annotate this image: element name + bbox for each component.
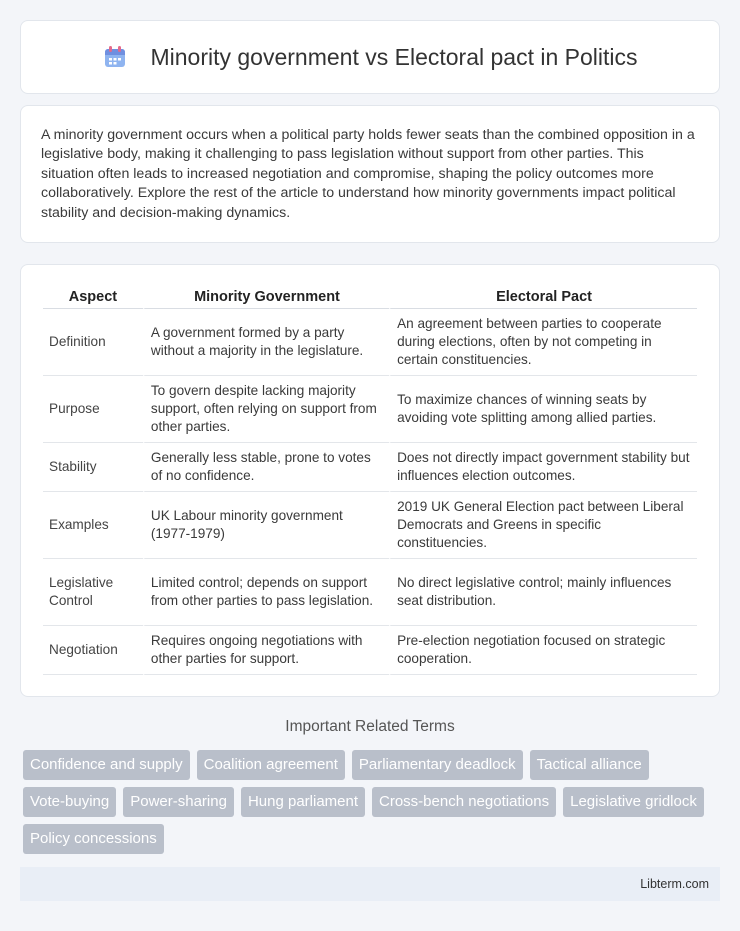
cell-aspect: Examples: [43, 492, 143, 559]
related-term-tag[interactable]: Cross-bench negotiations: [372, 787, 556, 817]
table-header-row: [43, 283, 697, 309]
header-electoral-pact: Electoral Pact: [389, 283, 697, 309]
comparison-table-card: [20, 264, 720, 697]
related-term-tag[interactable]: Policy concessions: [23, 824, 164, 854]
table-row: [43, 559, 697, 626]
related-terms-list: [23, 750, 713, 854]
related-term-tag[interactable]: Tactical alliance: [530, 750, 649, 780]
cell-aspect: Legislative Control: [43, 559, 143, 626]
cell-aspect: Stability: [43, 443, 143, 492]
related-term-tag[interactable]: Hung parliament: [241, 787, 365, 817]
cell-minority: Limited control; depends on support from other parties to pass legislation.: [143, 559, 389, 626]
related-term-tag[interactable]: Legislative gridlock: [563, 787, 704, 817]
cell-aspect: Negotiation: [43, 626, 143, 675]
page-title: Minority government vs Electoral pact in Politics: [150, 43, 638, 70]
calendar-icon: [102, 44, 128, 70]
intro-card: [20, 105, 720, 243]
related-term-tag[interactable]: Parliamentary deadlock: [352, 750, 523, 780]
cell-pact: Does not directly impact government stability but influences election outcomes.: [389, 443, 697, 492]
cell-minority: A government formed by a party without a majority in the legislature.: [143, 309, 389, 376]
intro-text: A minority government occurs when a political party holds fewer seats than the combined opposition in a legislative body, making it challenging to pass legislation without support from other parties. This situation often leads to increased negotiation and compromise, shaping the policy outcomes more collaboratively. Explore the rest of the article to understand how minority governments impact political stability and decision-making dynamics.: [41, 127, 695, 221]
cell-minority: Generally less stable, prone to votes of no confidence.: [143, 443, 389, 492]
cell-aspect: Purpose: [43, 376, 143, 443]
cell-pact: To maximize chances of winning seats by avoiding vote splitting among allied parties.: [389, 376, 697, 443]
related-term-tag[interactable]: Confidence and supply: [23, 750, 190, 780]
table-row: [43, 626, 697, 675]
related-term-tag[interactable]: Coalition agreement: [197, 750, 345, 780]
comparison-table: [43, 283, 697, 675]
related-term-tag[interactable]: Power-sharing: [123, 787, 234, 817]
cell-minority: Requires ongoing negotiations with other parties for support.: [143, 626, 389, 675]
cell-pact: An agreement between parties to cooperate during elections, often by not competing in certain constituencies.: [389, 309, 697, 376]
cell-pact: Pre-election negotiation focused on strategic cooperation.: [389, 626, 697, 675]
cell-aspect: Definition: [43, 309, 143, 376]
header-aspect: Aspect: [43, 283, 143, 309]
related-term-tag[interactable]: Vote-buying: [23, 787, 116, 817]
cell-minority: To govern despite lacking majority support, often relying on support from other parties.: [143, 376, 389, 443]
page-title-wrap: [102, 44, 637, 71]
cell-pact: 2019 UK General Election pact between Liberal Democrats and Greens in specific constituencies.: [389, 492, 697, 559]
footer-site-link[interactable]: Libterm.com: [640, 877, 709, 891]
header-minority-government: Minority Government: [143, 283, 389, 309]
table-row: [43, 309, 697, 376]
header-card: [20, 20, 720, 94]
related-terms-title: Important Related Terms: [285, 718, 455, 735]
cell-minority: UK Labour minority government (1977-1979): [143, 492, 389, 559]
table-row: [43, 443, 697, 492]
table-row: [43, 492, 697, 559]
table-row: [43, 376, 697, 443]
cell-pact: No direct legislative control; mainly influences seat distribution.: [389, 559, 697, 626]
footer: [20, 867, 720, 901]
